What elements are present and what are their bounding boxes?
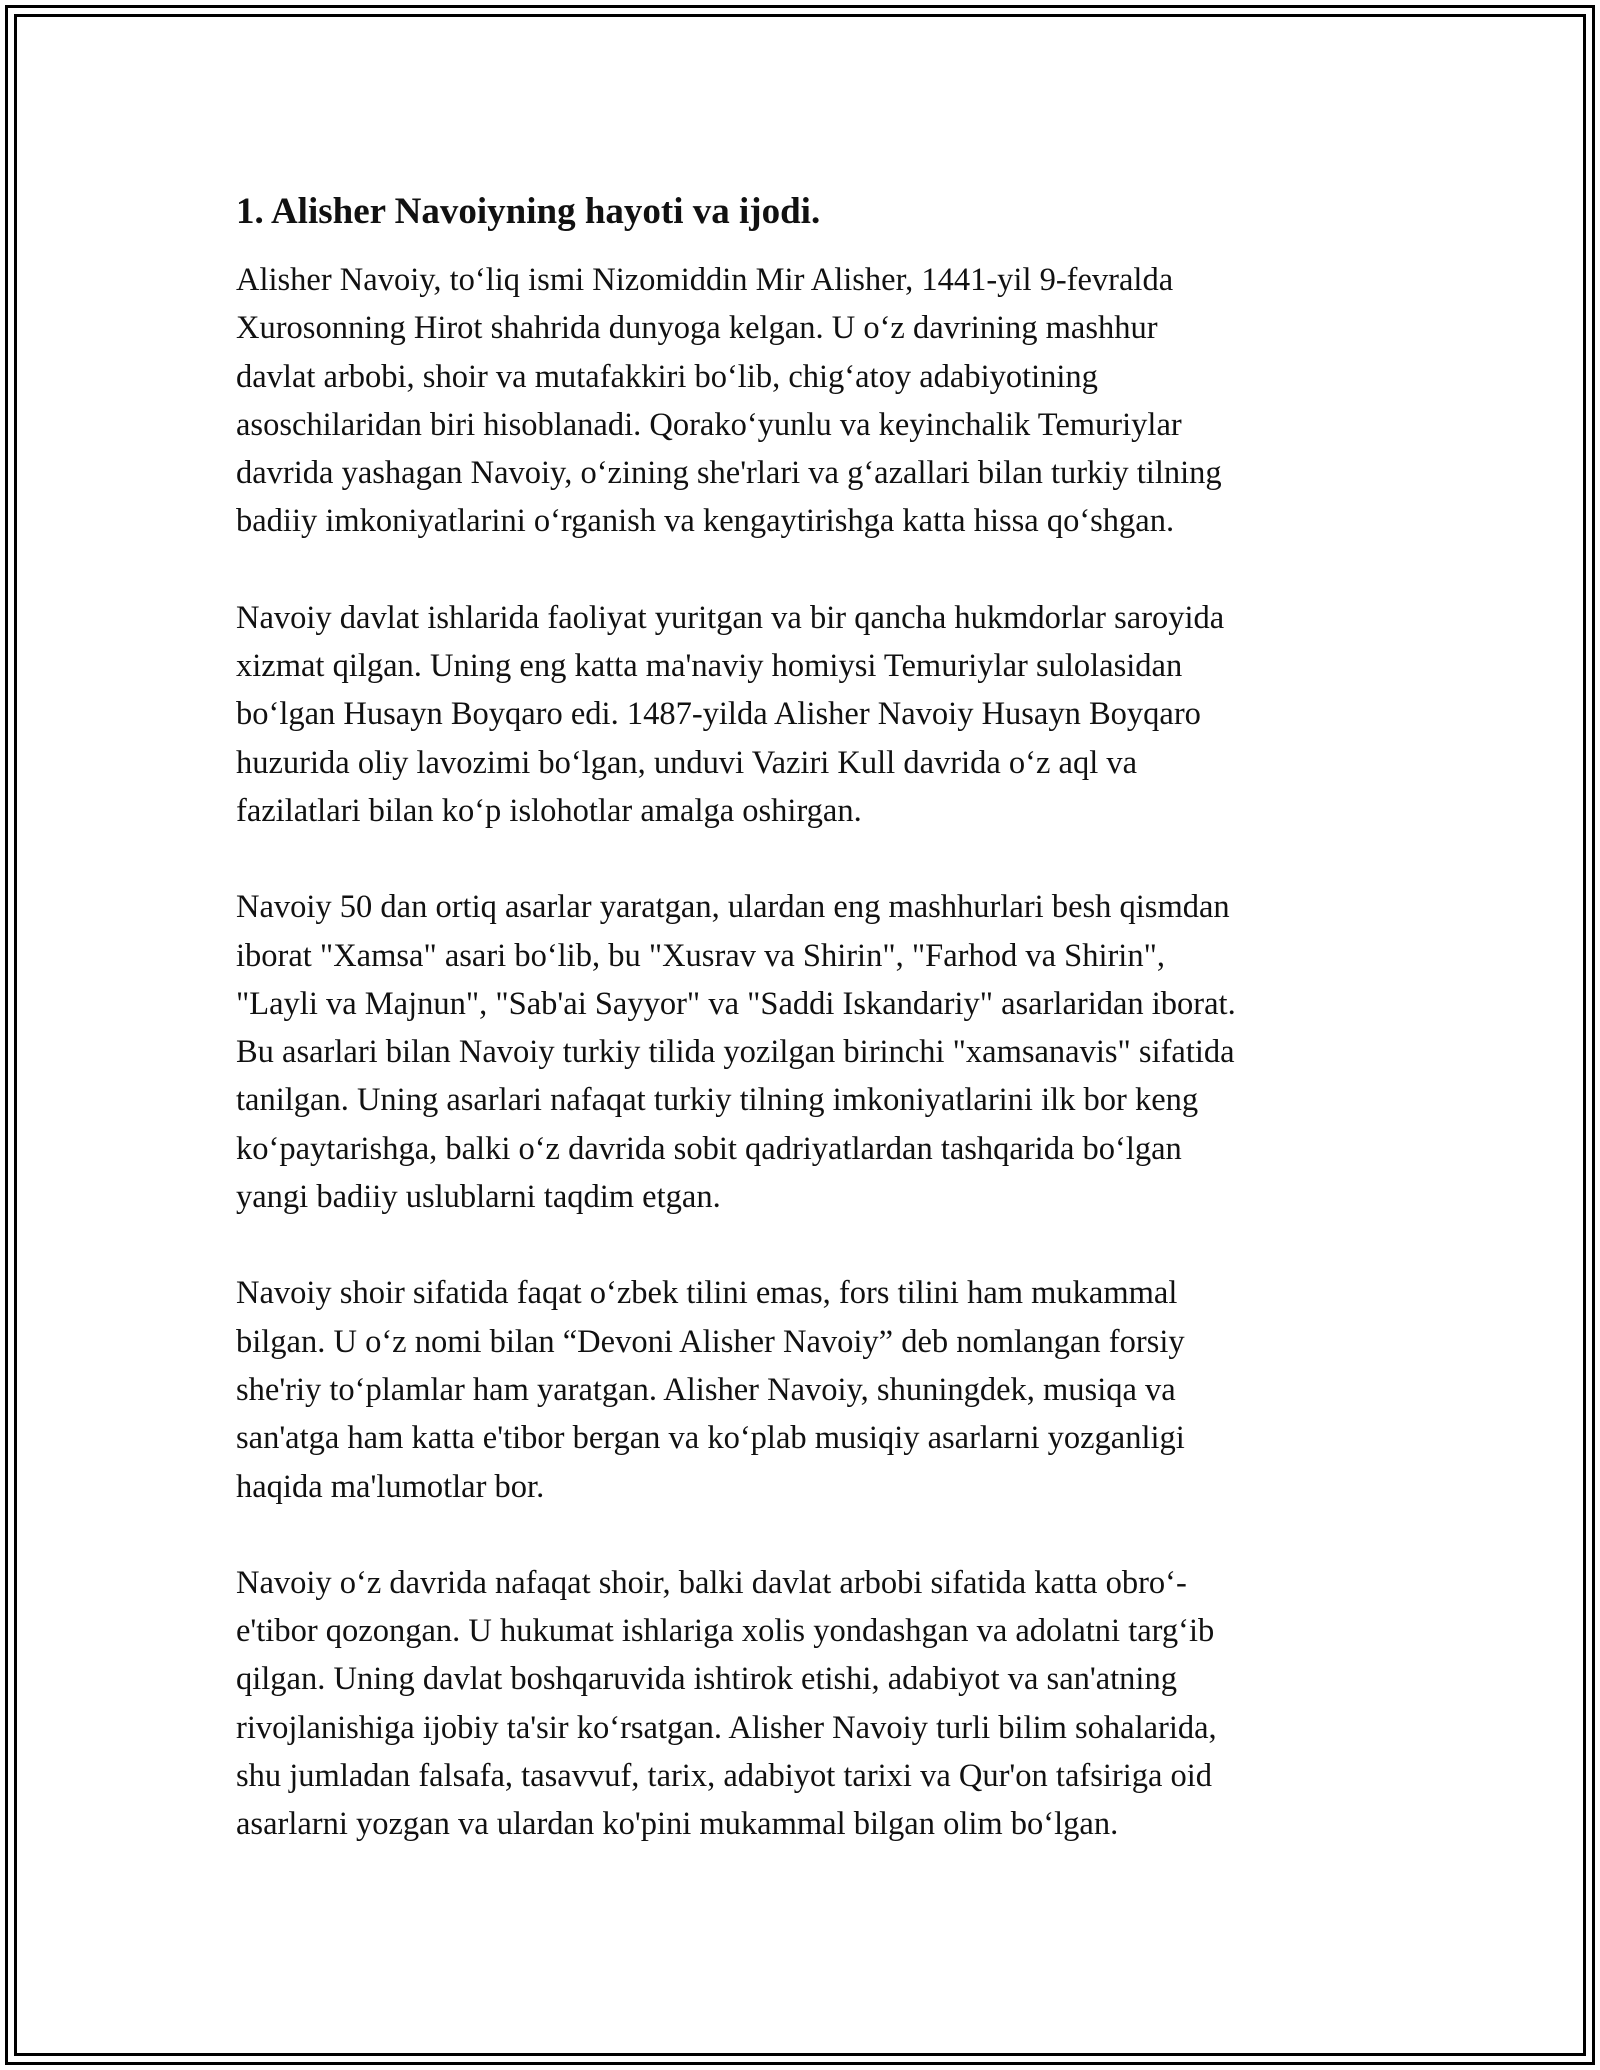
paragraph-line: bo‘lgan Husayn Boyqaro edi. 1487-yilda Alisher Navoiy Husayn Boyqaro: [236, 696, 1201, 733]
paragraph-line: san'atga ham katta e'tibor bergan va ko‘plab musiqiy asarlarni yozganligi: [236, 1420, 1185, 1457]
paragraph-line: davrida yashagan Navoiy, o‘zining she'rlari va g‘azallari bilan turkiy tilning: [236, 455, 1222, 492]
paragraph-line: rivojlanishiga ijobiy ta'sir ko‘rsatgan. Alisher Navoiy turli bilim sohalarida,: [236, 1709, 1217, 1746]
paragraph-line: she'riy to‘plamlar ham yaratgan. Alisher Navoiy, shuningdek, musiqa va: [236, 1371, 1176, 1408]
paragraph-line: badiiy imkoniyatlarini o‘rganish va kengaytirishga katta hissa qo‘shgan.: [236, 503, 1175, 540]
paragraph-line: huzurida oliy lavozimi bo‘lgan, unduvi Vaziri Kull davrida o‘z aql va: [236, 744, 1138, 781]
paragraph-line: haqida ma'lumotlar bor.: [236, 1468, 545, 1505]
paragraph-line: asarlarni yozgan va ulardan ko'pini mukammal bilgan olim bo‘lgan.: [236, 1806, 1119, 1843]
paragraph-line: Navoiy 50 dan ortiq asarlar yaratgan, ulardan eng mashhurlari besh qismdan: [236, 889, 1230, 926]
body-paragraph: [236, 883, 1386, 1221]
paragraph-line: asoschilaridan biri hisoblanadi. Qorako‘yunlu va keyinchalik Temuriylar: [236, 406, 1182, 443]
paragraph-line: e'tibor qozongan. U hukumat ishlariga xolis yondashgan va adolatni targ‘ib: [236, 1613, 1215, 1650]
paragraph-line: Navoiy shoir sifatida faqat o‘zbek tilini emas, fors tilini ham mukammal: [236, 1275, 1178, 1312]
body-paragraph: [236, 1559, 1386, 1849]
paragraph-line: tanilgan. Uning asarlari nafaqat turkiy tilning imkoniyatlarini ilk bor keng: [236, 1082, 1199, 1119]
body-paragraph: [236, 594, 1386, 835]
paragraph-line: fazilatlari bilan ko‘p islohotlar amalga oshirgan.: [236, 792, 862, 829]
body-paragraph: [236, 1269, 1386, 1510]
paragraph-line: Xurosonning Hirot shahrida dunyoga kelgan. U o‘z davrining mashhur: [236, 310, 1158, 347]
paragraph-list: [236, 256, 1386, 1849]
body-paragraph: [236, 256, 1386, 546]
paragraph-line: bilgan. U o‘z nomi bilan “Devoni Alisher Navoiy” deb nomlangan forsiy: [236, 1323, 1185, 1360]
paragraph-line: yangi badiiy uslublarni taqdim etgan.: [236, 1179, 721, 1216]
paragraph-line: iborat "Xamsa" asari bo‘lib, bu "Xusrav va Shirin", "Farhod va Shirin",: [236, 937, 1165, 974]
paragraph-line: davlat arbobi, shoir va mutafakkiri bo‘lib, chig‘atoy adabiyotining: [236, 358, 1098, 395]
paragraph-line: shu jumladan falsafa, tasavvuf, tarix, adabiyot tarixi va Qur'on tafsiriga oid: [236, 1758, 1213, 1795]
paragraph-line: Alisher Navoiy, to‘liq ismi Nizomiddin Mir Alisher, 1441-yil 9-fevralda: [236, 262, 1174, 298]
document-title: 1. Alisher Navoiyning hayoti va ijodi.: [236, 191, 821, 232]
paragraph-line: Bu asarlari bilan Navoiy turkiy tilida yozilgan birinchi "xamsanavis" sifatida: [236, 1034, 1235, 1071]
paragraph-line: qilgan. Uning davlat boshqaruvida ishtirok etishi, adabiyot va san'atning: [236, 1661, 1177, 1698]
paragraph-line: "Layli va Majnun", "Sab'ai Sayyor" va "Saddi Iskandariy" asarlaridan iborat.: [236, 985, 1236, 1022]
paragraph-line: xizmat qilgan. Uning eng katta ma'naviy homiysi Temuriylar sulolasidan: [236, 648, 1183, 685]
paragraph-line: Navoiy davlat ishlarida faoliyat yuritgan va bir qancha hukmdorlar saroyida: [236, 599, 1225, 636]
paragraph-line: Navoiy o‘z davrida nafaqat shoir, balki davlat arbobi sifatida katta obro‘-: [236, 1564, 1187, 1601]
document-body: [236, 188, 1386, 1849]
paragraph-line: ko‘paytarishga, balki o‘z davrida sobit qadriyatlardan tashqarida bo‘lgan: [236, 1130, 1182, 1167]
